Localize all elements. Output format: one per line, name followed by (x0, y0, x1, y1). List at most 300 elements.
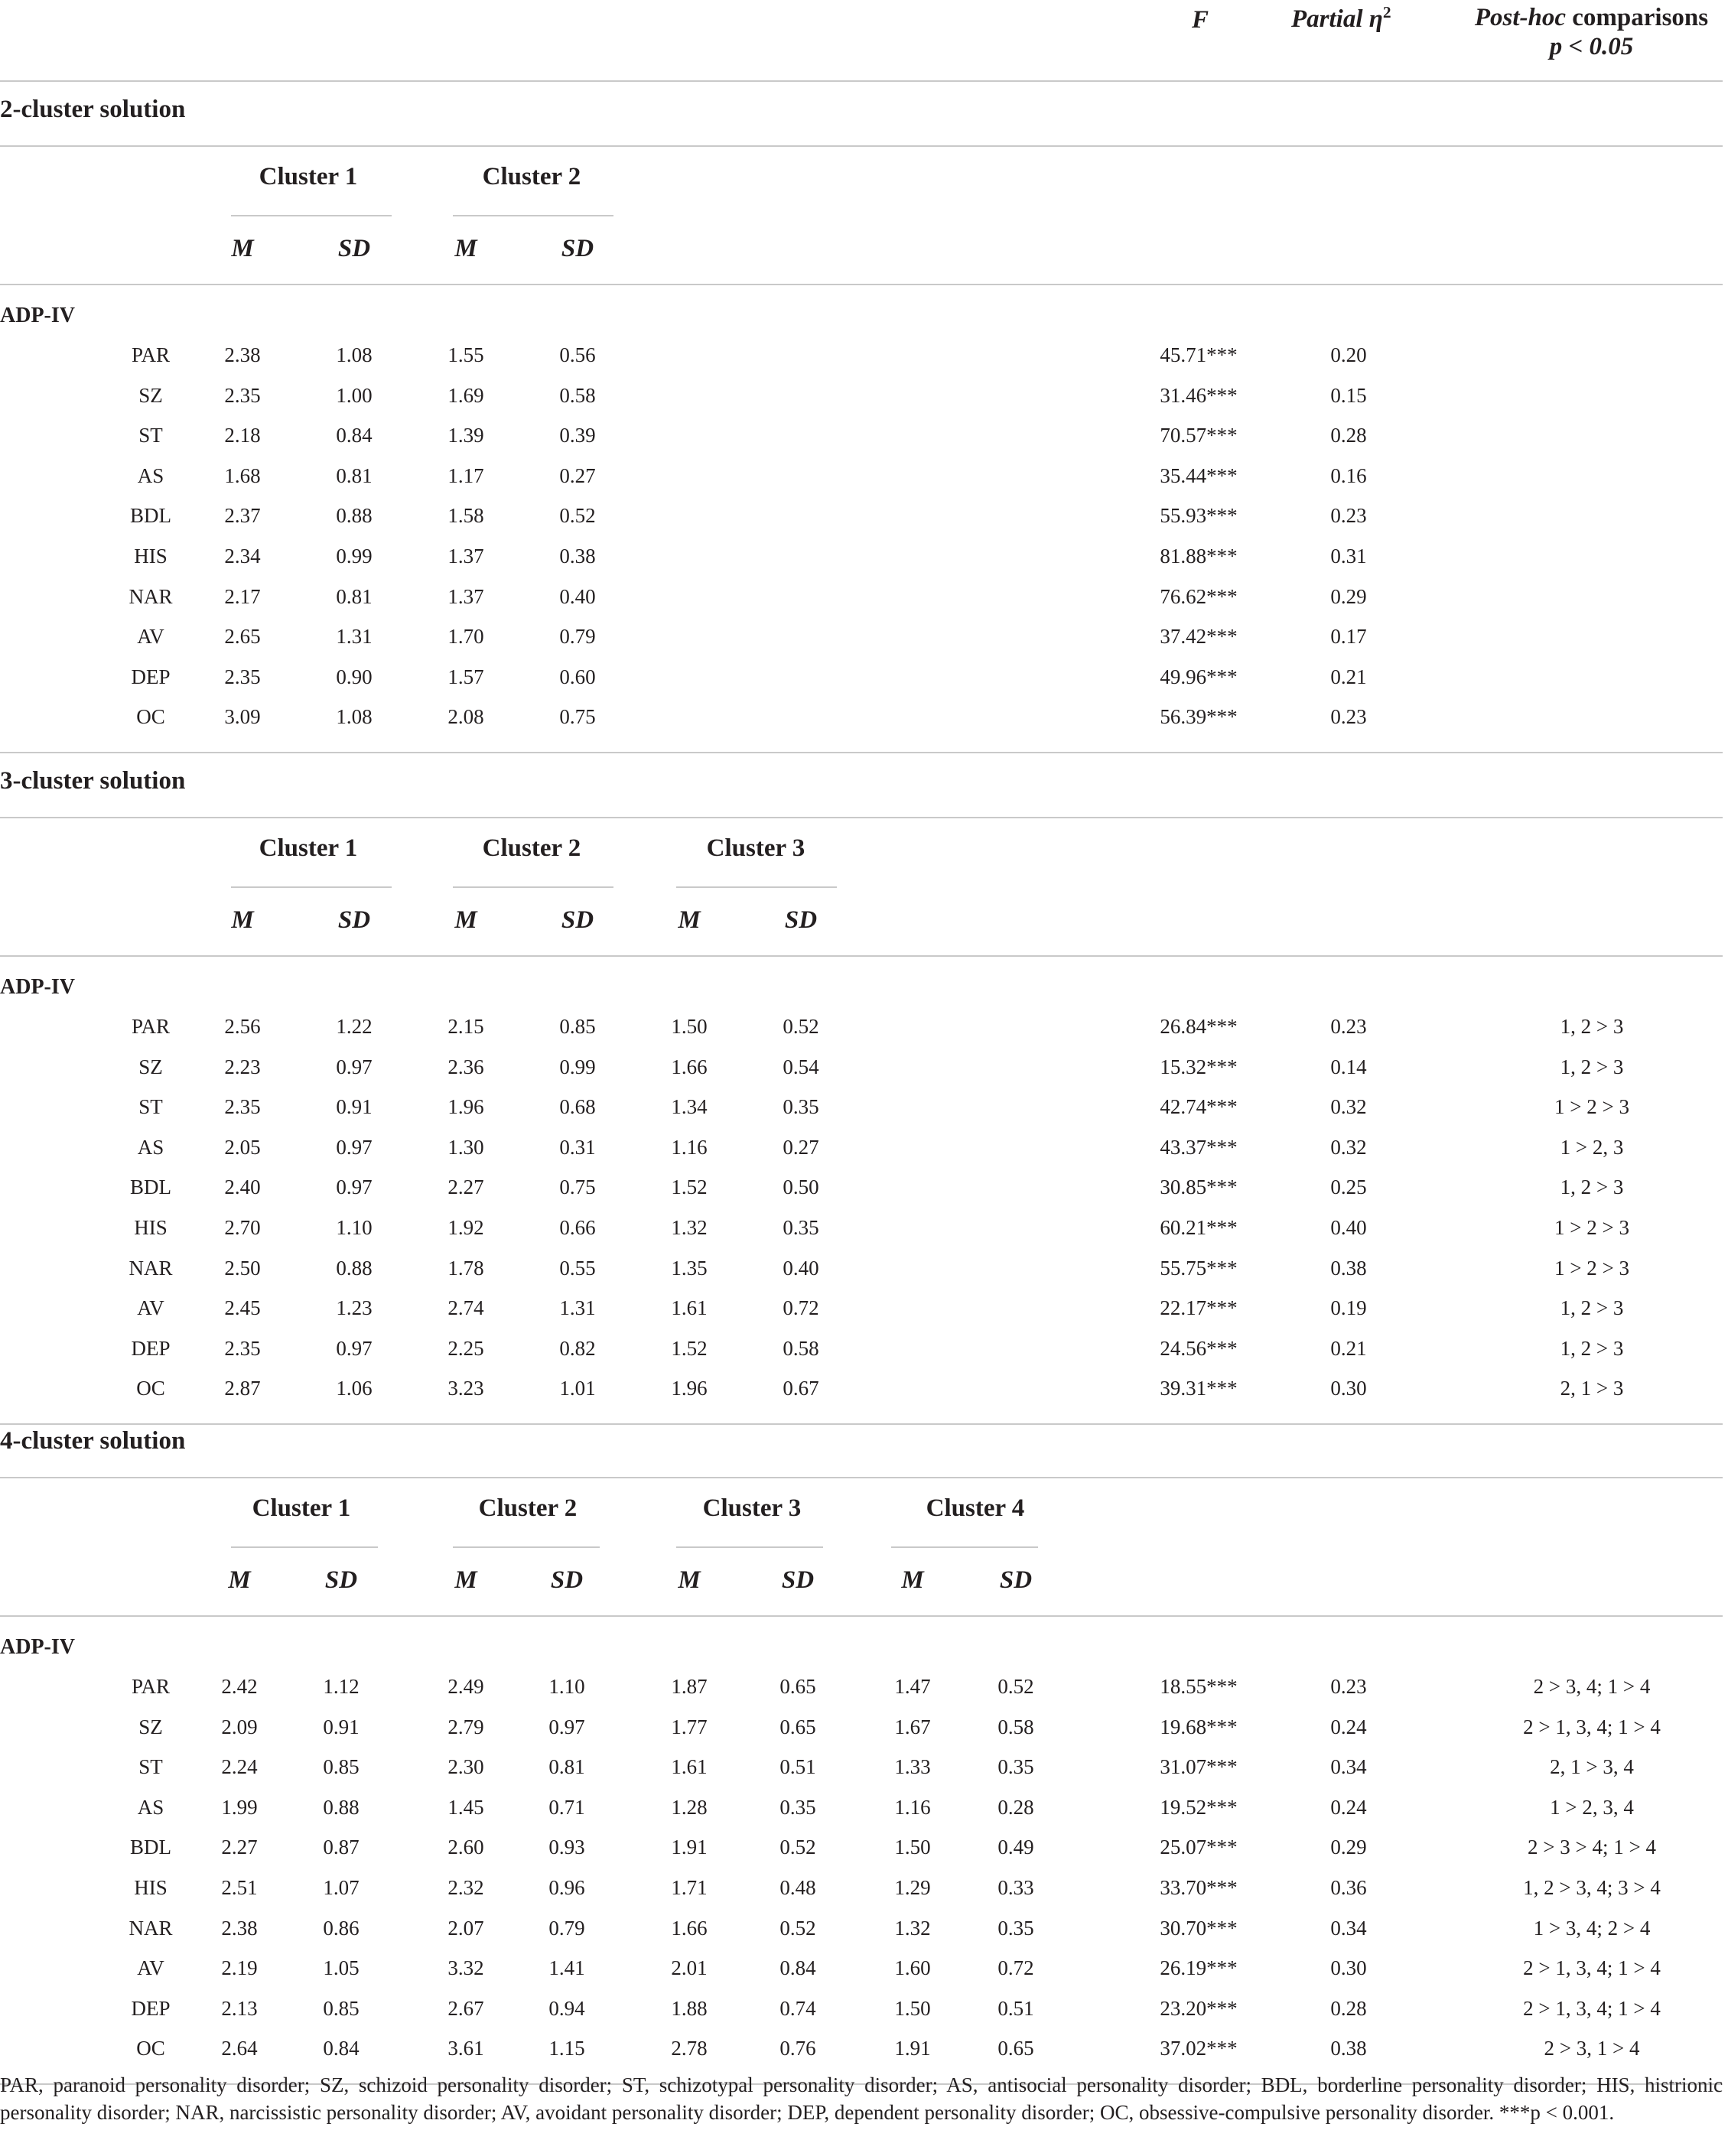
mean-cell: 2.42 (221, 1675, 258, 1698)
f-cell: 23.20*** (1160, 1996, 1238, 2020)
posthoc-cell: 1 > 2 > 3 (1554, 1095, 1629, 1119)
mean-cell: 2.35 (224, 383, 261, 407)
sd-cell: 0.99 (559, 1055, 596, 1078)
sd-cell: 0.67 (783, 1377, 819, 1400)
sd-cell: 0.33 (997, 1876, 1034, 1899)
posthoc-cell: 1 > 2 > 3 (1554, 1256, 1629, 1280)
f-cell: 15.32*** (1160, 1055, 1238, 1078)
sd-cell: 1.31 (336, 625, 373, 649)
mean-cell: 1.37 (447, 545, 484, 567)
sd-cell: 0.50 (783, 1176, 819, 1199)
mean-cell: 2.27 (447, 1176, 484, 1199)
partial-eta-cell: 0.21 (1330, 1336, 1367, 1360)
table-footnote: PAR, paranoid personality disorder; SZ, schizoid personality disorder; ST, schizotypal personality disorder; AS, antisocial personality disorder; BDL, borderline personality disorder; HIS, histrionic personality disorder; NAR, narcissistic personality disorder; AV, avoidant personality disorder; DEP, dependent personality disorder; OC, obsessive-compulsive personality disorder. ***p < 0.001. (0, 2073, 1723, 2124)
f-cell: 60.21*** (1160, 1216, 1238, 1239)
row-label: NAR (129, 584, 173, 608)
partial-eta-cell: 0.30 (1330, 1956, 1367, 1980)
row-label: OC (136, 2037, 165, 2060)
cluster-1-header: Cluster 1 (259, 163, 358, 190)
sd-column-header: SD (337, 235, 371, 262)
mean-cell: 1.30 (447, 1135, 484, 1159)
mean-cell: 1.58 (447, 504, 484, 528)
posthoc-cell: 1 > 2, 3 (1560, 1135, 1624, 1159)
posthoc-rest-label: comparisons (1566, 4, 1709, 31)
row-label: HIS (134, 1216, 168, 1239)
sd-cell: 0.74 (779, 1996, 816, 2020)
sd-cell: 1.23 (336, 1296, 373, 1320)
mean-cell: 1.66 (671, 1916, 708, 1940)
mean-cell: 1.28 (671, 1795, 708, 1819)
sd-cell: 0.35 (779, 1795, 816, 1819)
sd-cell: 0.79 (548, 1916, 585, 1940)
mean-cell: 2.32 (447, 1876, 484, 1899)
mean-cell: 1.68 (224, 463, 261, 487)
sd-cell: 0.94 (548, 1996, 585, 2020)
sd-cell: 0.88 (323, 1795, 360, 1819)
sd-cell: 0.58 (997, 1715, 1034, 1738)
row-label: BDL (130, 1176, 171, 1199)
partial-eta-cell: 0.23 (1330, 504, 1367, 528)
sd-cell: 0.85 (323, 1996, 360, 2020)
mean-cell: 3.23 (447, 1377, 484, 1400)
partial-eta-cell: 0.15 (1330, 383, 1367, 407)
posthoc-cell: 2 > 1, 3, 4; 1 > 4 (1523, 1996, 1661, 2020)
section-title: 4-cluster solution (0, 1427, 186, 1455)
mean-cell: 1.70 (447, 625, 484, 649)
f-cell: 30.70*** (1160, 1916, 1238, 1940)
section-end-rule (0, 1423, 1723, 1425)
row-label: SZ (138, 1715, 163, 1738)
partial-eta-cell: 0.23 (1330, 705, 1367, 729)
mean-cell: 1.33 (894, 1755, 931, 1779)
mean-cell: 3.32 (447, 1956, 484, 1980)
sd-cell: 0.97 (336, 1135, 373, 1159)
sd-cell: 1.22 (336, 1015, 373, 1038)
mean-cell: 2.35 (224, 665, 261, 688)
mean-cell: 3.61 (447, 2037, 484, 2060)
mean-cell: 1.87 (671, 1675, 708, 1698)
mean-cell: 2.56 (224, 1015, 261, 1038)
row-label: DEP (131, 1336, 171, 1360)
mean-cell: 1.71 (671, 1876, 708, 1899)
mean-cell: 2.15 (447, 1015, 484, 1038)
f-cell: 31.07*** (1160, 1755, 1238, 1779)
sd-cell: 0.40 (559, 584, 596, 608)
mean-cell: 1.47 (894, 1675, 931, 1698)
mean-cell: 2.05 (224, 1135, 261, 1159)
cluster-2-header: Cluster 2 (482, 834, 581, 862)
p-threshold-label: p < 0.05 (1549, 33, 1634, 60)
partial-eta-cell: 0.34 (1330, 1755, 1367, 1779)
sd-cell: 0.85 (323, 1755, 360, 1779)
mean-cell: 2.17 (224, 584, 261, 608)
row-label: AV (137, 625, 164, 649)
sd-cell: 0.84 (336, 424, 373, 447)
mean-cell: 2.70 (224, 1216, 261, 1239)
mean-column-header: M (231, 235, 254, 262)
sd-column-header: SD (561, 235, 594, 262)
mean-cell: 1.61 (671, 1296, 708, 1320)
sd-cell: 0.39 (559, 424, 596, 447)
mean-cell: 1.96 (671, 1377, 708, 1400)
sd-cell: 0.52 (997, 1675, 1034, 1698)
partial-eta-cell: 0.16 (1330, 463, 1367, 487)
sd-cell: 1.01 (559, 1377, 596, 1400)
row-label: SZ (138, 383, 163, 407)
sd-cell: 0.88 (336, 1256, 373, 1280)
sd-cell: 0.97 (336, 1055, 373, 1078)
sd-cell: 0.91 (323, 1715, 360, 1738)
cluster-3-rule (676, 886, 837, 888)
mean-cell: 1.39 (447, 424, 484, 447)
posthoc-cell: 1 > 3, 4; 2 > 4 (1533, 1916, 1651, 1940)
sd-cell: 0.35 (783, 1095, 819, 1119)
mean-cell: 2.35 (224, 1336, 261, 1360)
sd-cell: 0.96 (548, 1876, 585, 1899)
f-cell: 25.07*** (1160, 1836, 1238, 1859)
partial-eta-cell: 0.34 (1330, 1916, 1367, 1940)
mean-cell: 2.34 (224, 545, 261, 567)
mean-column-header: M (454, 906, 477, 934)
partial-eta-cell: 0.36 (1330, 1876, 1367, 1899)
sd-cell: 1.12 (323, 1675, 360, 1698)
partial-eta-cell: 0.31 (1330, 545, 1367, 567)
f-cell: 81.88*** (1160, 545, 1238, 567)
row-label: ST (138, 1095, 163, 1119)
partial-eta-cell: 0.17 (1330, 625, 1367, 649)
mean-cell: 3.09 (224, 705, 261, 729)
mean-cell: 2.37 (224, 504, 261, 528)
sd-cell: 0.79 (559, 625, 596, 649)
sd-column-header: SD (337, 906, 371, 934)
sd-cell: 1.31 (559, 1296, 596, 1320)
posthoc-cell: 2 > 1, 3, 4; 1 > 4 (1523, 1715, 1661, 1738)
f-cell: 18.55*** (1160, 1675, 1238, 1698)
sd-cell: 0.86 (323, 1916, 360, 1940)
f-cell: 43.37*** (1160, 1135, 1238, 1159)
mean-cell: 2.01 (671, 1956, 708, 1980)
mean-cell: 1.52 (671, 1176, 708, 1199)
posthoc-cell: 2, 1 > 3 (1560, 1377, 1624, 1400)
sd-cell: 0.65 (779, 1675, 816, 1698)
mean-cell: 2.19 (221, 1956, 258, 1980)
partial-eta-cell: 0.23 (1330, 1675, 1367, 1698)
mean-cell: 1.69 (447, 383, 484, 407)
mean-cell: 1.35 (671, 1256, 708, 1280)
row-label: AV (137, 1956, 164, 1980)
mean-column-header: M (228, 1566, 251, 1594)
sd-cell: 0.35 (997, 1916, 1034, 1940)
posthoc-cell: 1, 2 > 3 (1560, 1015, 1624, 1038)
mean-cell: 1.29 (894, 1876, 931, 1899)
sd-cell: 1.15 (548, 2037, 585, 2060)
sd-cell: 1.08 (336, 705, 373, 729)
posthoc-cell: 2 > 1, 3, 4; 1 > 4 (1523, 1956, 1661, 1980)
sd-cell: 0.90 (336, 665, 373, 688)
partial-eta-cell: 0.23 (1330, 1015, 1367, 1038)
cluster-4-header: Cluster 4 (926, 1494, 1025, 1522)
section-title-rule (0, 1477, 1723, 1478)
row-label: AV (137, 1296, 164, 1320)
f-cell: 37.02*** (1160, 2037, 1238, 2060)
sd-column-header: SD (550, 1566, 584, 1594)
f-cell: 45.71*** (1160, 343, 1238, 366)
mean-cell: 2.74 (447, 1296, 484, 1320)
mean-cell: 2.65 (224, 625, 261, 649)
row-label: PAR (131, 1015, 171, 1038)
mean-cell: 2.35 (224, 1095, 261, 1119)
mean-column-header: M (454, 235, 477, 262)
f-cell: 37.42*** (1160, 625, 1238, 649)
sd-column-header: SD (781, 1566, 815, 1594)
f-cell: 19.52*** (1160, 1795, 1238, 1819)
cluster-2-rule (453, 215, 613, 216)
sd-cell: 0.52 (779, 1916, 816, 1940)
adp-iv-label: ADP-IV (0, 304, 75, 327)
cluster-3-header: Cluster 3 (702, 1494, 802, 1522)
sd-column-header: SD (324, 1566, 358, 1594)
mean-cell: 2.09 (221, 1715, 258, 1738)
row-label: HIS (134, 1876, 168, 1899)
adp-iv-label: ADP-IV (0, 975, 75, 999)
partial-eta-cell: 0.21 (1330, 665, 1367, 688)
sd-cell: 1.08 (336, 343, 373, 366)
sd-cell: 1.41 (548, 1956, 585, 1980)
cluster-2-rule (453, 1546, 600, 1548)
sd-cell: 0.81 (548, 1755, 585, 1779)
sd-cell: 0.55 (559, 1256, 596, 1280)
sd-cell: 0.84 (779, 1956, 816, 1980)
partial-eta-cell: 0.32 (1330, 1135, 1367, 1159)
sd-cell: 0.87 (323, 1836, 360, 1859)
sd-cell: 0.51 (997, 1996, 1034, 2020)
sd-cell: 0.38 (559, 545, 596, 567)
row-label: NAR (129, 1916, 173, 1940)
mean-cell: 2.67 (447, 1996, 484, 2020)
mean-cell: 1.50 (671, 1015, 708, 1038)
mean-cell: 1.16 (671, 1135, 708, 1159)
sd-cell: 0.75 (559, 705, 596, 729)
f-cell: 42.74*** (1160, 1095, 1238, 1119)
subheader-rule (0, 955, 1723, 957)
sd-cell: 0.72 (783, 1296, 819, 1320)
cluster-2-header: Cluster 2 (478, 1494, 578, 1522)
header-rule (0, 80, 1723, 82)
row-label: PAR (131, 1675, 171, 1698)
row-label: OC (136, 705, 165, 729)
partial-eta-cell: 0.38 (1330, 1256, 1367, 1280)
sd-cell: 0.97 (336, 1176, 373, 1199)
mean-cell: 2.45 (224, 1296, 261, 1320)
posthoc-column-header (1460, 3, 1723, 61)
f-cell: 26.19*** (1160, 1956, 1238, 1980)
mean-cell: 2.38 (221, 1916, 258, 1940)
cluster-1-header: Cluster 1 (259, 834, 358, 862)
sd-cell: 0.28 (997, 1795, 1034, 1819)
sd-cell: 0.52 (783, 1015, 819, 1038)
mean-cell: 1.61 (671, 1755, 708, 1779)
partial-eta-cell: 0.14 (1330, 1055, 1367, 1078)
sd-cell: 0.31 (559, 1135, 596, 1159)
mean-cell: 1.91 (671, 1836, 708, 1859)
sd-cell: 0.91 (336, 1095, 373, 1119)
mean-cell: 1.16 (894, 1795, 931, 1819)
sd-cell: 0.75 (559, 1176, 596, 1199)
sd-cell: 0.81 (336, 463, 373, 487)
sd-cell: 0.82 (559, 1336, 596, 1360)
mean-cell: 2.79 (447, 1715, 484, 1738)
posthoc-cell: 1 > 2 > 3 (1554, 1216, 1629, 1239)
sd-cell: 0.85 (559, 1015, 596, 1038)
mean-cell: 2.18 (224, 424, 261, 447)
sd-cell: 0.52 (779, 1836, 816, 1859)
partial-eta-cell: 0.30 (1330, 1377, 1367, 1400)
mean-cell: 2.87 (224, 1377, 261, 1400)
mean-cell: 2.07 (447, 1916, 484, 1940)
section-end-rule (0, 752, 1723, 753)
f-cell: 22.17*** (1160, 1296, 1238, 1320)
sd-cell: 0.58 (559, 383, 596, 407)
sd-cell: 0.68 (559, 1095, 596, 1119)
sd-cell: 0.65 (779, 1715, 816, 1738)
subheader-rule (0, 284, 1723, 285)
sd-cell: 0.65 (997, 2037, 1034, 2060)
adp-iv-label: ADP-IV (0, 1635, 75, 1659)
sd-cell: 0.71 (548, 1795, 585, 1819)
cluster-1-header: Cluster 1 (252, 1494, 351, 1522)
sd-cell: 0.81 (336, 584, 373, 608)
row-label: DEP (131, 1996, 171, 2020)
mean-cell: 1.91 (894, 2037, 931, 2060)
mean-cell: 2.78 (671, 2037, 708, 2060)
sd-column-header: SD (784, 906, 818, 934)
sd-cell: 0.40 (783, 1256, 819, 1280)
mean-cell: 2.49 (447, 1675, 484, 1698)
mean-cell: 1.99 (221, 1795, 258, 1819)
row-label: BDL (130, 1836, 171, 1859)
f-cell: 19.68*** (1160, 1715, 1238, 1738)
mean-cell: 1.37 (447, 584, 484, 608)
row-label: AS (137, 1795, 164, 1819)
mean-column-header: M (454, 1566, 477, 1594)
sd-cell: 0.27 (559, 463, 596, 487)
mean-cell: 2.13 (221, 1996, 258, 2020)
f-cell: 49.96*** (1160, 665, 1238, 688)
mean-cell: 1.32 (671, 1216, 708, 1239)
sd-cell: 0.27 (783, 1135, 819, 1159)
f-cell: 26.84*** (1160, 1015, 1238, 1038)
f-cell: 55.93*** (1160, 504, 1238, 528)
mean-cell: 1.77 (671, 1715, 708, 1738)
sd-cell: 0.48 (779, 1876, 816, 1899)
posthoc-cell: 2 > 3, 4; 1 > 4 (1533, 1675, 1651, 1698)
cluster-3-rule (676, 1546, 823, 1548)
row-label: BDL (130, 504, 171, 528)
section-title-rule (0, 145, 1723, 147)
sd-cell: 0.97 (336, 1336, 373, 1360)
row-label: SZ (138, 1055, 163, 1078)
sd-cell: 0.97 (548, 1715, 585, 1738)
f-cell: 31.46*** (1160, 383, 1238, 407)
partial-eta-label: Partial η (1291, 5, 1383, 33)
partial-eta-cell: 0.32 (1330, 1095, 1367, 1119)
posthoc-cell: 1, 2 > 3 (1560, 1176, 1624, 1199)
partial-eta-cell: 0.28 (1330, 424, 1367, 447)
partial-eta-cell: 0.24 (1330, 1795, 1367, 1819)
mean-cell: 1.67 (894, 1715, 931, 1738)
f-cell: 30.85*** (1160, 1176, 1238, 1199)
cluster-3-header: Cluster 3 (706, 834, 805, 862)
partial-eta-cell: 0.29 (1330, 1836, 1367, 1859)
mean-cell: 1.78 (447, 1256, 484, 1280)
f-cell: 39.31*** (1160, 1377, 1238, 1400)
sd-cell: 1.00 (336, 383, 373, 407)
mean-cell: 2.23 (224, 1055, 261, 1078)
partial-eta-cell: 0.40 (1330, 1216, 1367, 1239)
row-label: DEP (131, 665, 171, 688)
row-label: AS (137, 463, 164, 487)
cluster-1-rule (231, 1546, 378, 1548)
posthoc-cell: 1 > 2, 3, 4 (1550, 1795, 1634, 1819)
sd-cell: 0.58 (783, 1336, 819, 1360)
subheader-rule (0, 1615, 1723, 1617)
mean-cell: 1.32 (894, 1916, 931, 1940)
row-label: HIS (134, 545, 168, 567)
f-cell: 56.39*** (1160, 705, 1238, 729)
row-label: ST (138, 1755, 163, 1779)
row-label: AS (137, 1135, 164, 1159)
sd-cell: 0.88 (336, 504, 373, 528)
sd-cell: 0.35 (997, 1755, 1034, 1779)
sd-cell: 0.93 (548, 1836, 585, 1859)
row-label: OC (136, 1377, 165, 1400)
posthoc-cell: 1, 2 > 3 (1560, 1336, 1624, 1360)
sd-cell: 0.51 (779, 1755, 816, 1779)
partial-eta-cell: 0.38 (1330, 2037, 1367, 2060)
f-cell: 24.56*** (1160, 1336, 1238, 1360)
sd-cell: 0.99 (336, 545, 373, 567)
mean-cell: 1.34 (671, 1095, 708, 1119)
mean-cell: 2.27 (221, 1836, 258, 1859)
sd-cell: 0.49 (997, 1836, 1034, 1859)
sd-cell: 0.60 (559, 665, 596, 688)
mean-cell: 1.60 (894, 1956, 931, 1980)
sd-cell: 0.76 (779, 2037, 816, 2060)
mean-cell: 2.25 (447, 1336, 484, 1360)
mean-cell: 2.24 (221, 1755, 258, 1779)
f-cell: 33.70*** (1160, 1876, 1238, 1899)
row-label: ST (138, 424, 163, 447)
mean-column-header: M (678, 906, 701, 934)
f-cell: 55.75*** (1160, 1256, 1238, 1280)
partial-eta-cell: 0.24 (1330, 1715, 1367, 1738)
mean-cell: 2.64 (221, 2037, 258, 2060)
cluster-2-header: Cluster 2 (482, 163, 581, 190)
section-title: 2-cluster solution (0, 96, 186, 123)
mean-column-header: M (231, 906, 254, 934)
posthoc-cell: 2 > 3 > 4; 1 > 4 (1528, 1836, 1656, 1859)
section-title-rule (0, 817, 1723, 818)
partial-eta-cell: 0.19 (1330, 1296, 1367, 1320)
cluster-4-rule (891, 1546, 1038, 1548)
cluster-1-rule (231, 886, 392, 888)
partial-eta-column-header (1291, 3, 1391, 34)
mean-cell: 1.66 (671, 1055, 708, 1078)
sd-cell: 0.66 (559, 1216, 596, 1239)
mean-cell: 1.92 (447, 1216, 484, 1239)
mean-cell: 1.88 (671, 1996, 708, 2020)
sd-cell: 1.07 (323, 1876, 360, 1899)
